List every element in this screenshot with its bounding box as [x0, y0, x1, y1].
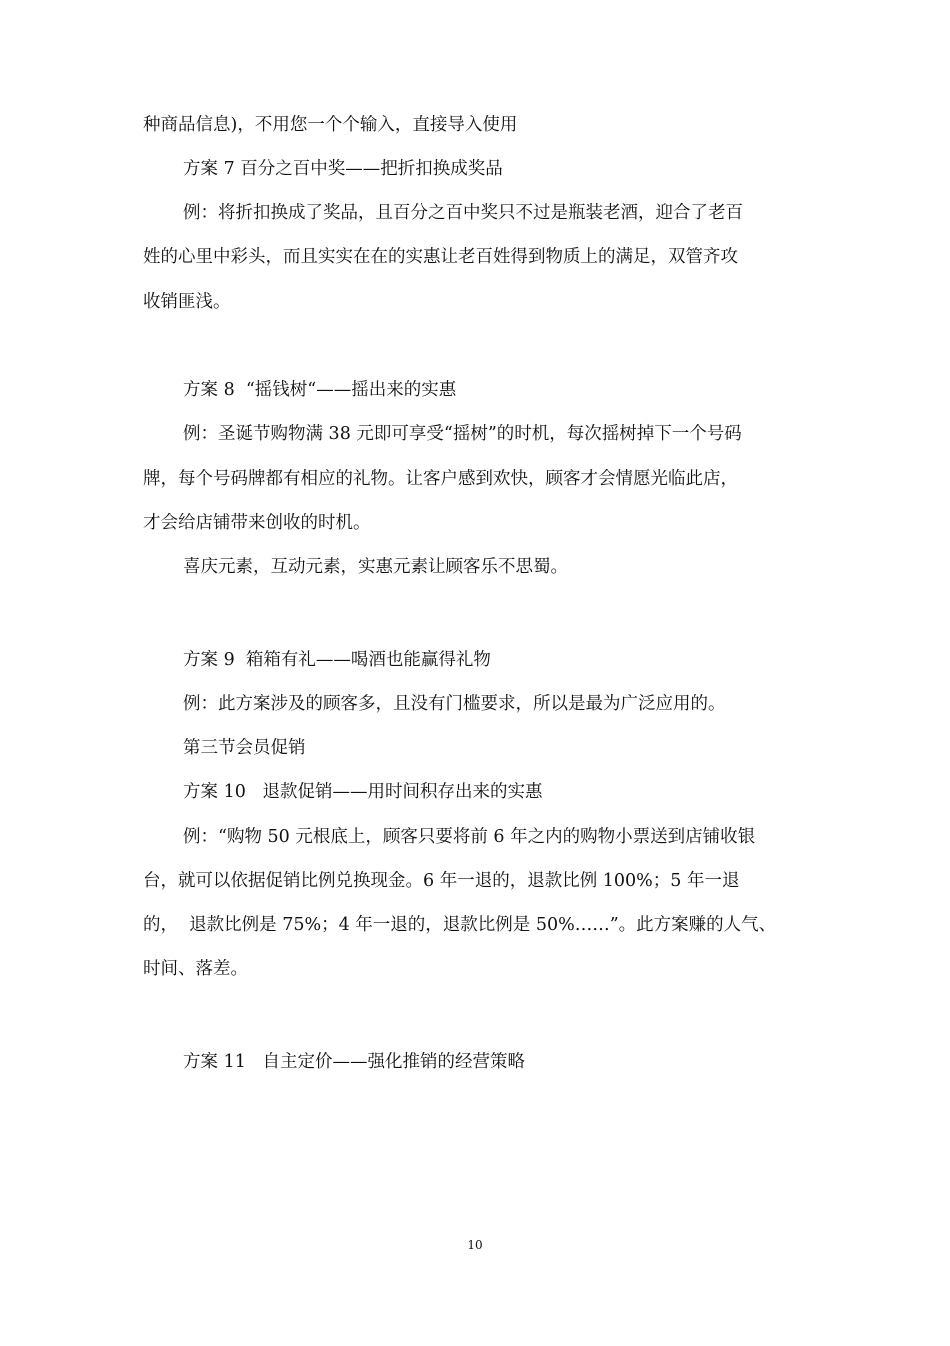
section-heading: 第三节会员促销: [183, 738, 306, 758]
plan-heading: 方案 7 百分之百中奖——把折扣换成奖品: [183, 159, 503, 179]
text-line: 例：将折扣换成了奖品，且百分之百中奖只不过是瓶装老酒，迎合了老百: [183, 203, 743, 223]
text-line: 例：圣诞节购物满 38 元即可享受“摇树”的时机，每次摇树掉下一个号码: [183, 424, 742, 444]
plan-heading: 方案 10 退款促销——用时间积存出来的实惠: [183, 782, 543, 802]
text-line: 姓的心里中彩头，而且实实在在的实惠让老百姓得到物质上的满足，双管齐攻: [143, 247, 738, 267]
text-line: 才会给店铺带来创收的时机。: [143, 513, 371, 533]
plan-heading: 方案 11 自主定价——强化推销的经营策略: [183, 1052, 526, 1072]
text-line: 台，就可以依据促销比例兑换现金。6 年一退的，退款比例 100%；5 年一退: [143, 871, 740, 891]
text-line: 时间、落差。: [143, 959, 248, 979]
text-line: 牌，每个号码牌都有相应的礼物。让客户感到欢快，顾客才会情愿光临此店，: [143, 469, 738, 489]
text-line: 收销匪浅。: [143, 292, 231, 312]
text-line: 例：“购物 50 元根底上，顾客只要将前 6 年之内的购物小票送到店铺收银: [183, 827, 756, 847]
text-line: 例：此方案涉及的顾客多，且没有门槛要求，所以是最为广泛应用的。: [183, 694, 726, 714]
text-line: 的， 退款比例是 75%；4 年一退的，退款比例是 50%……”。此方案赚的人气、: [143, 915, 777, 935]
plan-heading: 方案 9 箱箱有礼——喝酒也能赢得礼物: [183, 650, 491, 670]
text-line: 喜庆元素，互动元素，实惠元素让顾客乐不思蜀。: [183, 557, 568, 577]
page-number: 10: [467, 1238, 483, 1252]
plan-heading: 方案 8 “摇钱树“——摇出来的实惠: [183, 380, 457, 400]
text-line: 种商品信息)，不用您一个个输入，直接导入使用: [143, 115, 518, 135]
